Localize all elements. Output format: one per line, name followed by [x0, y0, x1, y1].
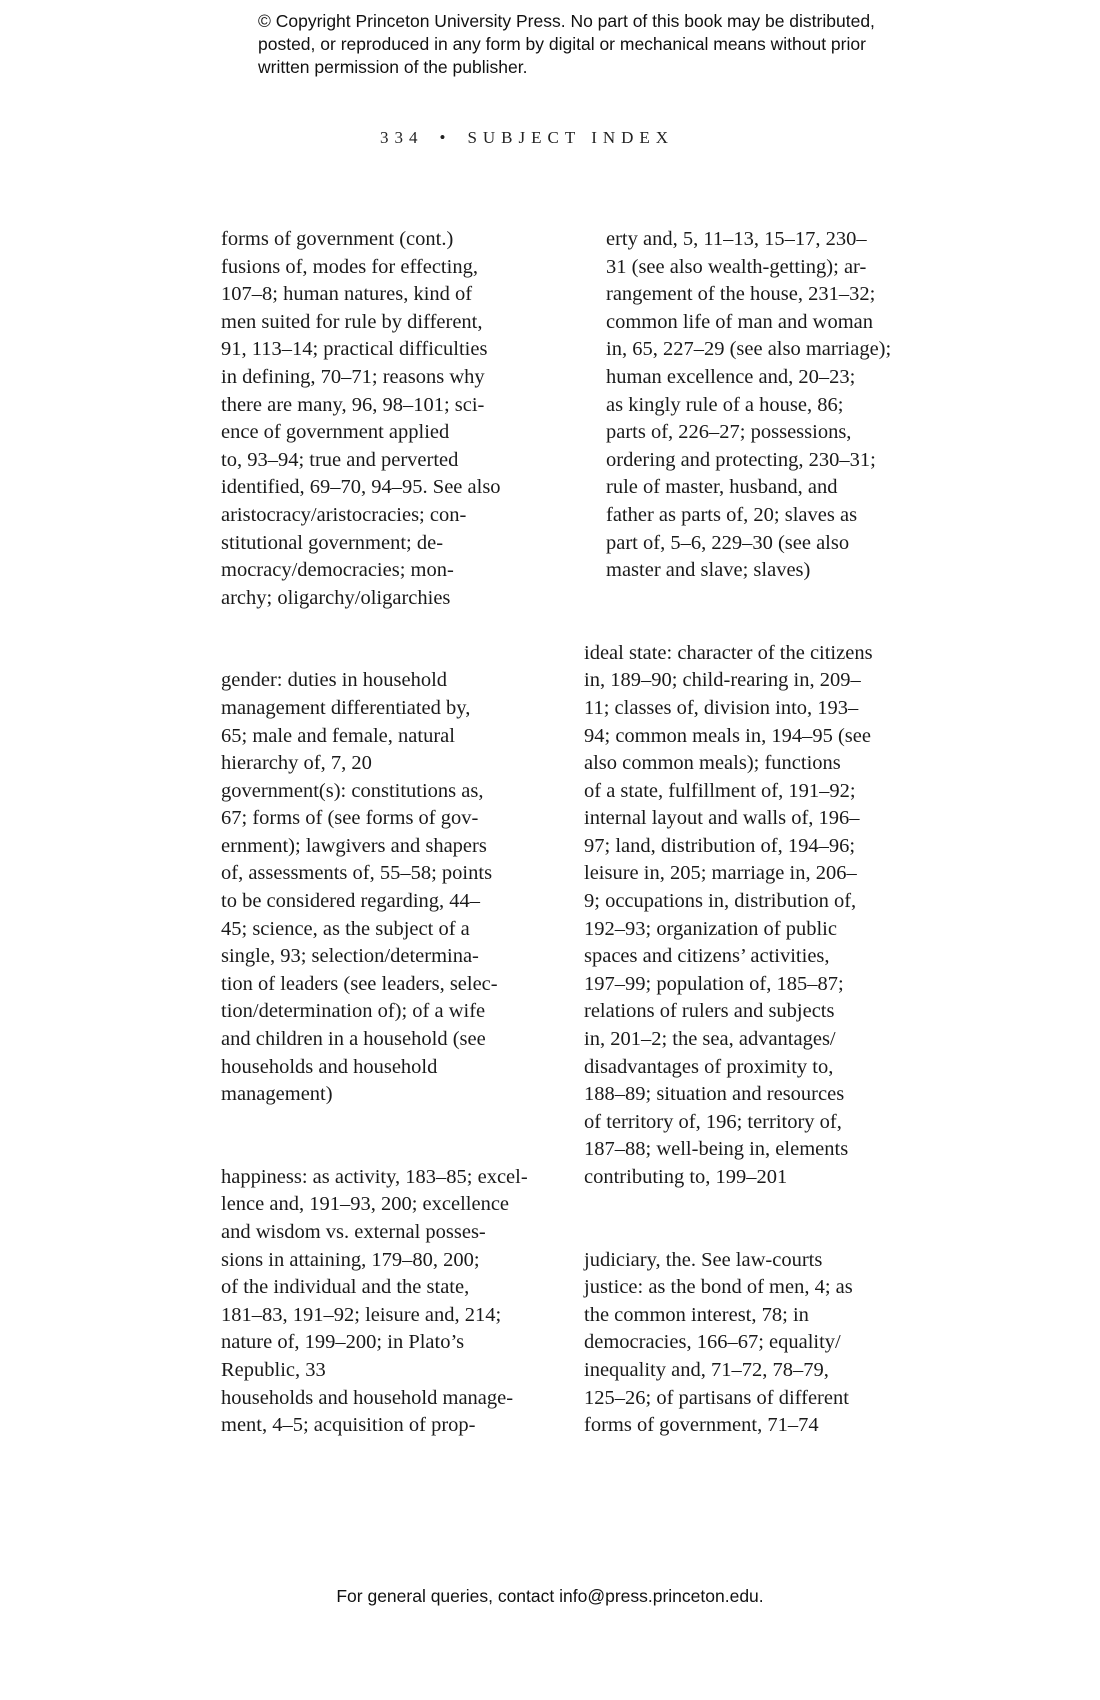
entry-line: the common interest, 78; in: [584, 1303, 809, 1326]
entry-line: justice: as the bond of men, 4; as: [584, 1276, 853, 1299]
entry-line: 94; common meals in, 194–95 (see: [584, 724, 871, 747]
entry-line: in, 65, 227–29 (see also marriage);: [606, 338, 892, 361]
page-number: 334: [380, 128, 424, 147]
entry-line: contributing to, 199–201: [584, 1166, 788, 1188]
entry-line: government(s): constitutions as,: [221, 779, 484, 802]
entry-line: rangement of the house, 231–32;: [606, 283, 876, 306]
entry-line: there are many, 96, 98–101; sci-: [221, 393, 485, 416]
entry-line: and children in a household (see: [221, 1028, 486, 1051]
entry-line: ernment); lawgivers and shapers: [221, 834, 487, 857]
index-entry-gender: [221, 667, 551, 777]
entry-line: 187–88; well-being in, elements: [584, 1138, 849, 1161]
entry-line: of the individual and the state,: [221, 1276, 470, 1299]
index-column-left: [221, 226, 551, 1440]
entry-line: erty and, 5, 11–13, 15–17, 230–: [606, 228, 867, 250]
letter-group-gap: [221, 1109, 551, 1164]
letter-group-gap: [221, 612, 551, 667]
entry-line: leisure in, 205; marriage in, 206–: [584, 862, 857, 885]
entry-line: as kingly rule of a house, 86;: [606, 393, 844, 416]
entry-line: in, 189–90; child-rearing in, 209–: [584, 669, 861, 692]
entry-line: 197–99; population of, 185–87;: [584, 972, 844, 995]
entry-line: households and household: [221, 1055, 438, 1078]
entry-line: fusions of, modes for effecting,: [221, 255, 478, 278]
entry-line: rule of master, husband, and: [606, 476, 838, 499]
entry-line: parts of, 226–27; possessions,: [606, 421, 852, 444]
entry-line: men suited for rule by different,: [221, 310, 483, 333]
copyright-notice: © Copyright Princeton University Press. No part of this book may be distributed, posted, or reproduced in any form by digital or mechanical means without prior written permission of the publisher.: [258, 11, 875, 77]
entry-line: and wisdom vs. external posses-: [221, 1221, 486, 1243]
index-entry-households-cont: [584, 226, 914, 585]
entry-line: spaces and citizens’ activities,: [584, 945, 830, 968]
entry-line: 192–93; organization of public: [584, 917, 837, 940]
entry-line: management differentiated by,: [221, 696, 471, 719]
index-entry-judiciary: [584, 1247, 914, 1275]
entry-line: of territory of, 196; territory of,: [584, 1110, 842, 1133]
letter-group-gap: [584, 585, 914, 640]
entry-line: households and household manage-: [221, 1386, 514, 1409]
entry-line: single, 93; selection/determina-: [221, 945, 479, 968]
entry-line: 97; land, distribution of, 194–96;: [584, 834, 856, 857]
entry-line: 107–8; human natures, kind of: [221, 283, 473, 306]
entry-line: to be considered regarding, 44–: [221, 890, 481, 913]
entry-line: father as parts of, 20; slaves as: [606, 503, 858, 526]
entry-line: forms of government, 71–74: [584, 1414, 819, 1437]
entry-line: inequality and, 71–72, 78–79,: [584, 1358, 829, 1381]
entry-line: management): [221, 1083, 333, 1106]
entry-line: archy; oligarchy/oligarchies: [221, 586, 451, 609]
index-column-right: [584, 226, 914, 1440]
entry-line: 181–83, 191–92; leisure and, 214;: [221, 1303, 502, 1326]
entry-line: relations of rulers and subjects: [584, 1000, 835, 1023]
entry-line: mocracy/democracies; mon-: [221, 559, 454, 582]
index-entry-forms-of-government-cont: [221, 226, 551, 612]
entry-line: nature of, 199–200; in Plato’s: [221, 1331, 465, 1354]
entry-line: 11; classes of, division into, 193–: [584, 696, 859, 719]
index-entry-government: [221, 778, 551, 1109]
entry-line: 45; science, as the subject of a: [221, 917, 470, 940]
running-head: [380, 128, 674, 148]
footer-contact: For general queries, contact info@press.princeton.edu.: [336, 1586, 764, 1606]
entry-line: 125–26; of partisans of different: [584, 1386, 849, 1409]
entry-line: common life of man and woman: [606, 310, 874, 333]
index-entry-households: [221, 1385, 551, 1440]
entry-line: lence and, 191–93, 200; excellence: [221, 1193, 510, 1216]
entry-line: tion/determination of); of a wife: [221, 1000, 486, 1023]
index-entry-justice: [584, 1274, 914, 1440]
bullet-separator: •: [439, 128, 446, 147]
entry-line: disadvantages of proximity to,: [584, 1055, 834, 1078]
entry-line: sions in attaining, 179–80, 200;: [221, 1248, 480, 1271]
entry-line: ence of government applied: [221, 421, 450, 444]
entry-line: Republic, 33: [221, 1358, 326, 1381]
entry-line: 67; forms of (see forms of gov-: [221, 807, 479, 830]
entry-line: ideal state: character of the citizens: [584, 641, 873, 664]
entry-line: 31 (see also wealth-getting); ar-: [606, 255, 867, 278]
entry-line: 188–89; situation and resources: [584, 1083, 845, 1106]
entry-line: forms of government (cont.): [221, 228, 454, 250]
entry-line: judiciary, the. See law-courts: [584, 1248, 823, 1271]
entry-line: gender: duties in household: [221, 669, 448, 692]
entry-line: tion of leaders (see leaders, selec-: [221, 972, 498, 995]
entry-line: aristocracy/aristocracies; con-: [221, 503, 467, 526]
entry-line: democracies, 166–67; equality/: [584, 1331, 841, 1354]
entry-line: of, assessments of, 55–58; points: [221, 862, 493, 885]
entry-line: part of, 5–6, 229–30 (see also: [606, 531, 850, 554]
letter-group-gap: [584, 1192, 914, 1247]
entry-line: internal layout and walls of, 196–: [584, 807, 860, 830]
index-entry-happiness: [221, 1164, 551, 1385]
entry-line: identified, 69–70, 94–95. See also: [221, 476, 501, 499]
entry-line: also common meals); functions: [584, 752, 841, 775]
entry-line: stitutional government; de-: [221, 531, 444, 554]
entry-line: 65; male and female, natural: [221, 724, 455, 747]
entry-line: to, 93–94; true and perverted: [221, 448, 459, 471]
entry-line: happiness: as activity, 183–85; excel-: [221, 1165, 528, 1188]
entry-line: in, 201–2; the sea, advantages/: [584, 1028, 836, 1051]
entry-line: 9; occupations in, distribution of,: [584, 890, 857, 913]
entry-line: hierarchy of, 7, 20: [221, 752, 372, 775]
index-entry-ideal-state: [584, 640, 914, 1192]
entry-line: of a state, fulfillment of, 191–92;: [584, 779, 856, 802]
entry-line: ordering and protecting, 230–31;: [606, 448, 876, 471]
entry-line: ment, 4–5; acquisition of prop-: [221, 1414, 476, 1437]
entry-line: human excellence and, 20–23;: [606, 365, 856, 388]
entry-line: master and slave; slaves): [606, 559, 811, 582]
entry-line: in defining, 70–71; reasons why: [221, 365, 485, 388]
section-title: SUBJECT INDEX: [467, 128, 675, 147]
entry-line: 91, 113–14; practical difficulties: [221, 338, 488, 361]
